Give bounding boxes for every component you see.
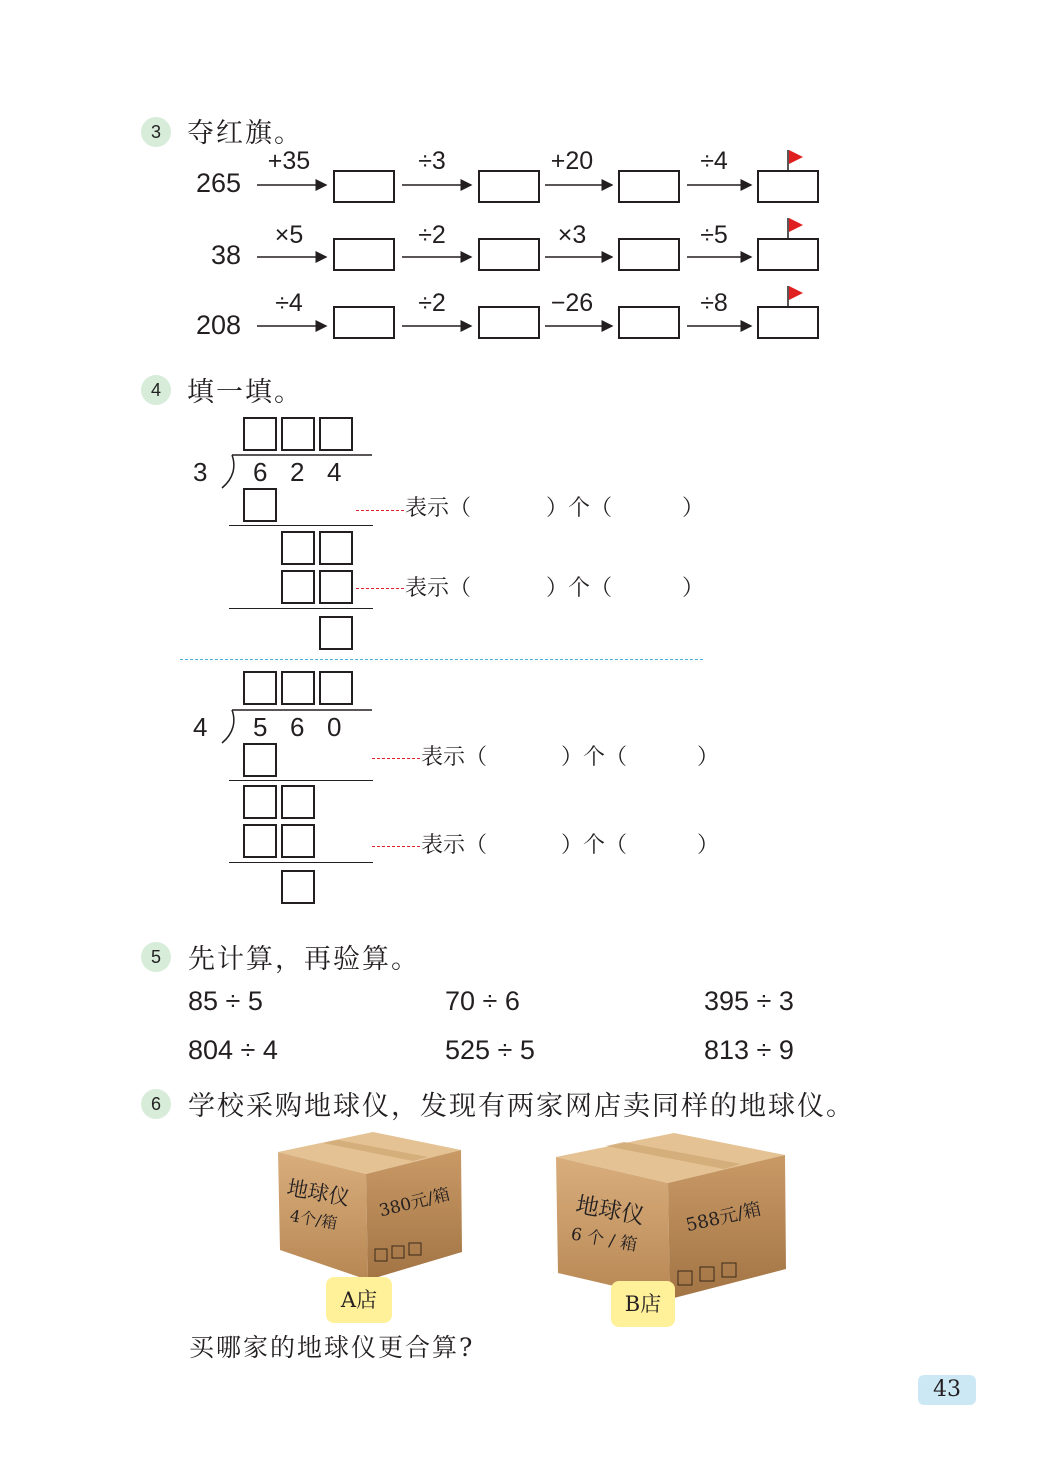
note-close: ） <box>697 833 720 858</box>
note-ge: ）个（ <box>546 496 613 521</box>
row2-op4: ÷5 <box>700 221 728 249</box>
question-6-prompt: 买哪家的地球仪更合算? <box>189 1333 475 1362</box>
calc-item: 813 ÷ 9 <box>704 1035 794 1065</box>
dashed-leader <box>356 588 404 589</box>
remainder-box[interactable] <box>243 785 277 819</box>
partial-product-box[interactable] <box>243 824 277 858</box>
box-a-title: 地球仪 <box>285 1175 352 1211</box>
red-flag-icon <box>788 150 803 171</box>
red-flag-icon <box>788 218 803 239</box>
row2-op2: ÷2 <box>418 221 446 249</box>
dashed-leader <box>372 846 420 847</box>
note-close: ） <box>682 576 705 601</box>
divisor: 3 <box>193 457 208 487</box>
store-b-label: B店 <box>611 1281 675 1327</box>
row1-op3: +20 <box>550 147 594 175</box>
quotient-box[interactable] <box>319 417 353 451</box>
division-bracket <box>212 707 382 747</box>
store-a-label: A店 <box>326 1277 392 1323</box>
note-biaoshi: 表示（ <box>405 576 472 601</box>
question-4-title: 填一填。 <box>187 377 303 408</box>
question-4-badge: 4 <box>141 375 171 405</box>
note-biaoshi: 表示（ <box>405 496 472 521</box>
dividend-digit: 4 <box>327 457 342 487</box>
final-remainder-box[interactable] <box>319 616 353 650</box>
calc-item: 85 ÷ 5 <box>188 986 263 1016</box>
box-a-price: 380元/箱 <box>377 1184 453 1222</box>
row3-op3: −26 <box>550 289 594 317</box>
row2-op3: ×3 <box>557 221 587 249</box>
dashed-leader <box>372 758 420 759</box>
partial-product-box[interactable] <box>243 743 277 777</box>
note-close: ） <box>697 745 720 770</box>
quotient-box[interactable] <box>243 417 277 451</box>
section-divider <box>180 659 703 660</box>
question-6-title: 学校采购地球仪，发现有两家网店卖同样的地球仪。 <box>188 1091 855 1122</box>
quotient-box[interactable] <box>243 671 277 705</box>
calc-item: 395 ÷ 3 <box>704 986 794 1016</box>
partial-product-box[interactable] <box>281 824 315 858</box>
quotient-box[interactable] <box>319 671 353 705</box>
question-6-badge: 6 <box>141 1089 171 1119</box>
subtraction-line <box>229 780 373 781</box>
subtraction-line <box>229 608 373 609</box>
dividend-digit: 5 <box>253 712 268 742</box>
q3-arrows-and-flags <box>0 0 1048 360</box>
note-biaoshi: 表示（ <box>421 833 488 858</box>
row1-op2: ÷3 <box>418 147 446 175</box>
partial-product-box[interactable] <box>319 570 353 604</box>
partial-product-box[interactable] <box>243 488 277 522</box>
dividend-digit: 6 <box>290 712 305 742</box>
divisor: 4 <box>193 712 208 742</box>
page-number: 43 <box>918 1375 976 1405</box>
question-5-title: 先计算，再验算。 <box>188 944 420 975</box>
row3-op2: ÷2 <box>418 289 446 317</box>
row3-op4: ÷8 <box>700 289 728 317</box>
note-close: ） <box>682 496 705 521</box>
quotient-box[interactable] <box>281 671 315 705</box>
note-biaoshi: 表示（ <box>421 745 488 770</box>
remainder-box[interactable] <box>319 531 353 565</box>
row3-op1: ÷4 <box>275 289 303 317</box>
remainder-box[interactable] <box>281 785 315 819</box>
box-b-qty: 6 个 / 箱 <box>569 1224 639 1256</box>
final-remainder-box[interactable] <box>281 870 315 904</box>
subtraction-line <box>229 862 373 863</box>
calc-item: 804 ÷ 4 <box>188 1035 278 1065</box>
remainder-box[interactable] <box>281 531 315 565</box>
calc-item: 525 ÷ 5 <box>445 1035 535 1065</box>
row1-op4: ÷4 <box>700 147 728 175</box>
row3-start-number: 208 <box>195 310 241 340</box>
box-a-qty: 4个/箱 <box>288 1205 339 1233</box>
note-ge: ）个（ <box>561 833 628 858</box>
division-bracket <box>212 452 382 492</box>
subtraction-line <box>229 525 373 526</box>
question-3-title: 夺红旗。 <box>187 118 303 149</box>
red-flag-icon <box>788 286 803 307</box>
note-ge: ）个（ <box>546 576 613 601</box>
note-ge: ）个（ <box>561 745 628 770</box>
quotient-box[interactable] <box>281 417 315 451</box>
box-b-price: 588元/箱 <box>683 1198 764 1237</box>
question-3-badge: 3 <box>141 117 171 147</box>
calc-item: 70 ÷ 6 <box>445 986 520 1016</box>
question-5-badge: 5 <box>141 942 171 972</box>
partial-product-box[interactable] <box>281 570 315 604</box>
row1-op1: +35 <box>267 147 311 175</box>
row2-start-number: 38 <box>210 240 241 270</box>
dividend-digit: 6 <box>253 457 268 487</box>
row2-op1: ×5 <box>274 221 304 249</box>
dashed-leader <box>356 510 404 511</box>
row1-start-number: 265 <box>195 168 241 198</box>
dividend-digit: 0 <box>327 712 342 742</box>
box-b-title: 地球仪 <box>573 1192 647 1230</box>
dividend-digit: 2 <box>290 457 305 487</box>
